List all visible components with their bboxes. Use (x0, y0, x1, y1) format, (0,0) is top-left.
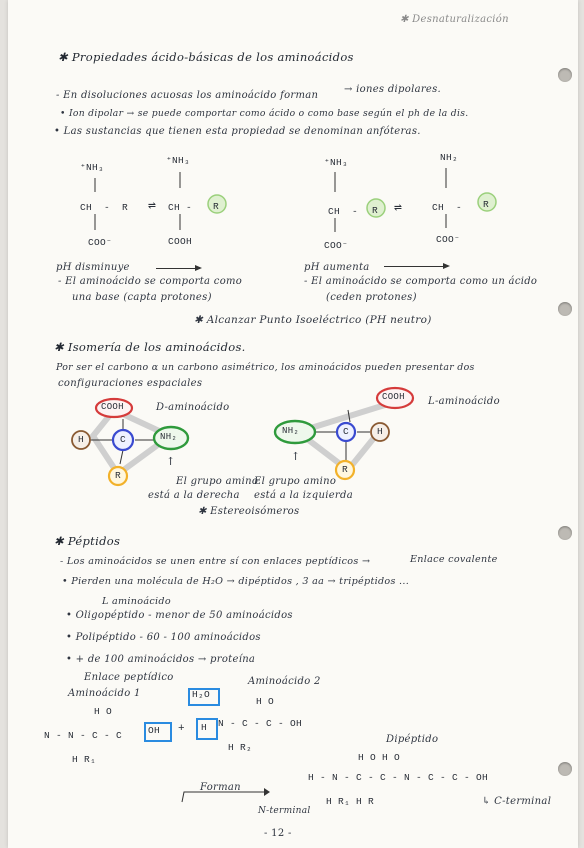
up-arrow: ↑ (291, 450, 301, 463)
forman-arrow (180, 788, 270, 808)
enlace-label: Enlace peptídico (84, 672, 174, 683)
formula-nh2: NH₂ (440, 152, 459, 163)
ch-label: CH (168, 202, 181, 213)
punch-hole (558, 762, 572, 776)
formula-nh3: ⁺NH₃ (166, 155, 191, 166)
aa2-bot: H R₂ (228, 742, 253, 753)
ph-right-note: (ceden protones) (326, 292, 417, 303)
text-line: → iones dipolares. (344, 84, 442, 95)
aa2-top: H O (256, 696, 275, 707)
formula-ch: CH - (328, 206, 359, 217)
r-group: R (122, 202, 129, 213)
text-line: - En disoluciones acuosas los aminoácido forman (56, 90, 319, 101)
aa1-mid: N - N - C - C (44, 730, 123, 741)
formula-coo: COO⁻ (88, 237, 113, 248)
ch-label: CH (328, 206, 341, 217)
dipeptide-mid: H - N - C - C - N - C - C - OH (308, 772, 489, 783)
equilibrium-arrow: ⇌ (394, 200, 403, 215)
formula-ch: CH - (168, 202, 193, 213)
h2o-label: H₂O (192, 689, 211, 700)
aa1-bot: H R₁ (72, 754, 97, 765)
text-line: configuraciones espaciales (58, 378, 203, 389)
c-atom: C (343, 426, 350, 437)
corner-title: ✱ Desnaturalización (400, 14, 509, 25)
l-note: El grupo amino (254, 476, 337, 487)
formula-nh3: ⁺NH₃ (80, 162, 105, 173)
text-line: • Pierden una molécula de H₂O → dipéptidos , 3 aa → tripéptidos ... (62, 576, 410, 587)
up-arrow: ↑ (166, 455, 176, 468)
r-atom: R (342, 464, 349, 475)
r-group: R (483, 199, 490, 210)
d-note: El grupo amino (176, 476, 259, 487)
formula-ch: CH - (80, 202, 111, 213)
plus-sign: + (178, 723, 185, 735)
d-aminoacid-diagram (8, 0, 578, 520)
bullet: • Oligopéptido - menor de 50 aminoácidos (66, 610, 293, 621)
dipeptido-label: Dipéptido (386, 734, 439, 745)
l-aminoacid-label: L-aminoácido (428, 396, 500, 407)
bullet: • + de 100 aminoácidos → proteína (66, 654, 256, 665)
ch-label: CH (80, 202, 93, 213)
ph-left-note: - El aminoácido se comporta como (58, 276, 243, 287)
oh-label: OH (148, 725, 161, 736)
aa1-top: H O (94, 706, 113, 717)
formula-coo: COO⁻ (436, 234, 461, 245)
cooh-atom: COOH (382, 392, 405, 402)
ph-right-note: - El aminoácido se comporta como un ácido (304, 276, 538, 287)
forman-label: Forman (200, 782, 241, 793)
section-title-isomeria: ✱ Isomería de los aminoácidos. (54, 340, 246, 354)
ph-decrease-label: pH disminuye (56, 262, 130, 273)
nh2-atom: NH₂ (282, 426, 300, 436)
section-title-acid-base: ✱ Propiedades ácido-básicas de los aminoácidos (58, 50, 354, 64)
cooh-atom: COOH (101, 402, 124, 412)
h-atom: H (377, 426, 384, 437)
text-line: Enlace covalente (410, 554, 498, 565)
formula-cooh: COOH (168, 236, 193, 247)
d-note: está a la derecha (148, 490, 240, 501)
formula-ch: CH - (432, 202, 463, 213)
text-line: • Ion dipolar → se puede comportar como ácido o como base según el ph de la dis. (60, 108, 469, 119)
section-title-peptidos: ✱ Péptidos (54, 534, 121, 548)
text-line: • Las sustancias que tienen esta propiedad se denominan anfóteras. (54, 126, 421, 137)
h-label: H (201, 722, 208, 733)
dipeptide-bot: H R₁ H R (326, 796, 375, 807)
aa2-mid: N - C - C - OH (218, 718, 303, 729)
text-line: - Los aminoácidos se unen entre sí con enlaces peptídicos → (60, 556, 371, 567)
c-terminal-label: ↳ C-terminal (482, 796, 552, 807)
formula-coo: COO⁻ (324, 240, 349, 251)
aa2-label: Aminoácido 2 (248, 676, 321, 687)
h-atom: H (78, 434, 85, 445)
isoelectric-point: ✱ Alcanzar Punto Isoeléctrico (PH neutro) (194, 314, 432, 326)
page-number: - 12 - (264, 828, 292, 839)
c-atom: C (120, 434, 127, 445)
aminoacid-label: L aminoácido (102, 596, 171, 607)
text-line: Por ser el carbono α un carbono asimétrico, los aminoácidos pueden presentar dos (56, 362, 475, 373)
bullet: • Polipéptido - 60 - 100 aminoácidos (66, 632, 261, 643)
ph-left-note: una base (capta protones) (72, 292, 212, 303)
r-group: R (213, 201, 220, 212)
d-aminoacid-label: D-aminoácido (156, 402, 230, 413)
r-atom: R (115, 470, 122, 481)
aa1-label: Aminoácido 1 (68, 688, 141, 699)
ph-increase-label: pH aumenta (304, 262, 370, 273)
l-note: está a la izquierda (254, 490, 353, 501)
stereoisomers: ✱ Estereoisómeros (198, 506, 300, 517)
formula-nh3: ⁺NH₃ (324, 157, 349, 168)
dipeptide-top: H O H O (358, 752, 401, 763)
ch-label: CH (432, 202, 445, 213)
punch-hole (558, 526, 572, 540)
r-group: R (372, 205, 379, 216)
notebook-page (8, 0, 578, 848)
nh2-atom: NH₂ (160, 432, 178, 442)
n-terminal-label: N-terminal (258, 806, 311, 816)
equilibrium-arrow: ⇌ (148, 198, 157, 213)
